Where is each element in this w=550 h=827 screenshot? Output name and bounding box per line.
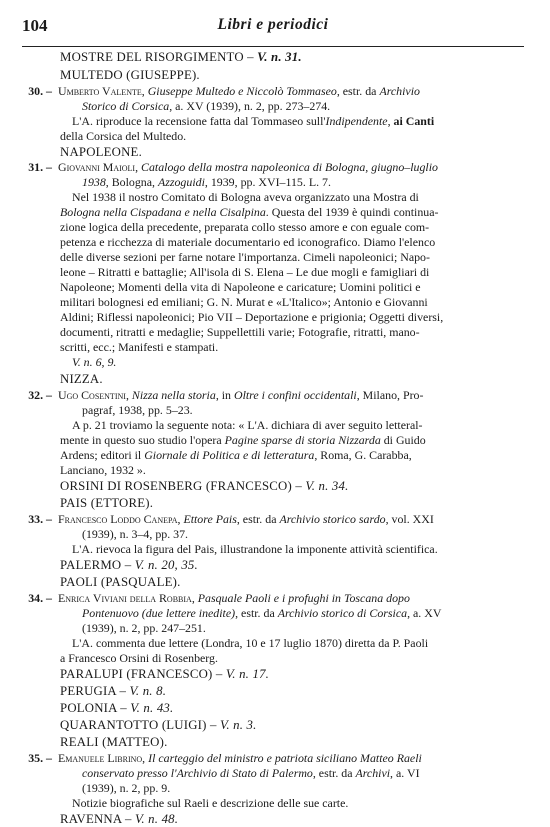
text-run: Archivi [355,766,391,780]
text-line [22,340,526,355]
text-run: Nel 1938 il nostro Comitato di Bologna aveva organizzato una Mostra di [72,190,419,204]
text-line [22,325,526,340]
text-line [22,636,526,651]
text-line [22,310,526,325]
text-run: V. n. 20, 35. [134,558,198,572]
text-run: MOSTRE DEL RISORGIMENTO – [60,50,258,64]
heading-line [22,701,526,716]
text-line [22,129,526,144]
text-run: L'A. commenta due lettere (Londra, 10 e 17 luglio 1870) diretta da P. Paoli [72,636,429,650]
text-line [22,175,526,190]
text-line [22,99,526,114]
text-run: V. n. 34. [305,479,349,493]
text-run: L'A. rievoca la figura del Pais, illustrandone la imponente attività scientifica. [72,542,438,556]
text-line [22,403,526,418]
text-run: , [387,114,394,128]
text-run: , Roma, G. Carabba, [314,448,412,462]
text-run: Notizie biografiche sul Raeli e descrizione delle sue carte. [72,796,349,810]
text-run: Ardens; editori il [60,448,145,462]
text-run: Nizza nella storia [131,388,216,402]
text-line [22,190,526,205]
heading-line [22,718,526,733]
text-run: Emanuele Librino [58,751,143,765]
text-line [22,265,526,280]
text-run: Oltre i confini occidentali [233,388,357,402]
text-line [22,418,526,433]
text-run: Giovanni Maioli [58,160,136,174]
text-run: Umberto Valente [58,84,142,98]
text-line [22,433,526,448]
heading-line [22,812,526,827]
text-line [22,542,526,557]
heading-line [22,479,526,494]
text-run: , [191,591,198,605]
entry-line [22,751,526,766]
text-line [22,235,526,250]
text-line [22,781,526,796]
text-run: Indipendente [325,114,388,128]
text-run: , [177,512,184,526]
text-run: Enrica Viviani della Robbia [58,591,192,605]
text-run: REALI (MATTEO). [60,735,168,749]
text-run: , in [215,388,234,402]
heading-line [22,68,526,83]
text-run: , Bologna, [105,175,158,189]
text-run: (1939), n. 2, pp. 247–251. [82,621,206,635]
text-run: della Corsica del Multedo. [60,129,187,143]
text-run: Storico di Corsica [82,99,170,113]
text-run: (1939), n. 2, pp. 9. [82,781,171,795]
entry-line [22,591,526,606]
text-run: , [125,388,132,402]
text-line [22,766,526,781]
text-line [22,463,526,478]
text-line [22,796,526,811]
text-run: , [135,160,142,174]
text-run: A p. 21 troviamo la seguente nota: « L'A. dichiara di aver seguito letteral- [72,418,423,432]
entry-number: 30. – [28,84,52,98]
text-run: Giuseppe Multedo e Niccolò Tommaseo [147,84,337,98]
text-run: scritti, ecc.; Manifesti e stampati. [60,340,219,354]
text-line [22,114,526,129]
text-run: PALERMO – [60,558,135,572]
text-run: V. n. 3. [219,718,257,732]
text-run: , Milano, Pro- [356,388,424,402]
entry-line [22,84,526,99]
text-run: POLONIA – [60,701,131,715]
heading-line [22,558,526,573]
text-run: a Francesco Orsini di Rosenberg. [60,651,218,665]
text-run: V. n. 31. [257,50,302,64]
text-line [22,205,526,220]
text-run: , [141,84,148,98]
text-run: zione logica della precedente, preparata collo stesso amore e con eguale com- [60,220,430,234]
entry-number: 31. – [28,160,52,174]
text-run: delle diverse sezioni per farne notare l'importanza. Cimeli napoleonici; Napo- [60,250,430,264]
text-line [22,280,526,295]
text-run: Archivio [379,84,420,98]
text-line [22,220,526,235]
running-title: Libri e periodici [217,16,329,33]
text-run: Francesco Loddo Canepa [58,512,178,526]
text-run: documenti, ritratti e medaglie; Suppellettili varie; Fotografie, ritratti, mano- [60,325,420,339]
text-run: Lanciano, 1932 ». [60,463,146,477]
text-run: , 1939, pp. XVI–115. L. 7. [204,175,331,189]
text-run: V. n. 17. [225,667,270,681]
text-run: leone – Ritratti e battaglie; All'isola di S. Elena – Le due mogli e famigliari di [60,265,430,279]
text-run: Ettore Pais [183,512,237,526]
text-run: , estr. da [336,84,380,98]
text-run: ORSINI DI ROSENBERG (FRANCESCO) – [60,479,306,493]
text-run: Ugo Cosentini [58,388,126,402]
text-run: mente in questo suo studio l'opera [60,433,225,447]
text-run: , estr. da [236,512,280,526]
text-run: , a. VI [390,766,420,780]
text-run: PAOLI (PASQUALE). [60,575,181,589]
text-line [22,295,526,310]
heading-line [22,667,526,682]
text-run: petenza e ricchezza di materiale documentario ed iconografico. Diamo l'elenco [60,235,436,249]
text-run: , a. XV [407,606,442,620]
entry-number: 35. – [28,751,52,765]
heading-line [22,496,526,511]
text-line [22,250,526,265]
text-run: Archivio storico sardo [279,512,386,526]
page-number: 104 [22,16,48,35]
header-rule [22,46,524,47]
text-run: L'A. riproduce la recensione fatta dal Tommaseo sull' [72,114,326,128]
entry-number: 32. – [28,388,52,402]
text-run: Bologna nella Cispadana e nella Cisalpina [60,205,266,219]
text-run: PERUGIA – [60,684,130,698]
heading-line [22,372,526,387]
text-line [22,651,526,666]
text-run: , estr. da [235,606,278,620]
text-run: ai Canti [393,114,435,128]
text-run: conservato presso l'Archivio di Stato di Palermo [82,766,313,780]
text-run: Pasquale Paoli e i profughi in Toscana dopo [197,591,410,605]
entry-line [22,388,526,403]
text-line [22,448,526,463]
text-run: Pontenuovo (due lettere inedite) [82,606,236,620]
text-run: 1938 [82,175,106,189]
text-run: (1939), n. 3–4, pp. 37. [82,527,189,541]
text-run: Il carteggio del ministro e patriota siciliano Matteo Raeli [148,751,422,765]
text-run: Archivio storico di Corsica [277,606,408,620]
text-run: V. n. 43. [130,701,174,715]
heading-line [22,684,526,699]
text-run: RAVENNA – [60,812,136,826]
heading-line [22,50,526,65]
text-run: V. n. 8. [129,684,167,698]
text-run: MULTEDO (GIUSEPPE). [60,68,200,82]
text-run: , vol. XXI [385,512,434,526]
entry-number: 33. – [28,512,52,526]
text-line [22,355,526,370]
text-line [22,621,526,636]
entry-line [22,512,526,527]
text-run: pagraf, 1938, pp. 5–23. [82,403,193,417]
text-run: V. n. 6, 9. [72,355,117,369]
text-run: Aldini; Riflessi napoleonici; Pio VII – Deportazione e prigionia; Oggetti diversi, [60,310,444,324]
text-run: V. n. 48. [135,812,179,826]
text-run: PAIS (ETTORE). [60,496,154,510]
text-run: Catalogo della mostra napoleonica di Bologna, giugno–luglio [141,160,438,174]
heading-line [22,735,526,750]
text-run: NIZZA. [60,372,103,386]
text-run: , [142,751,149,765]
heading-line [22,145,526,160]
text-run: Azzoguidi [157,175,205,189]
text-run: militari bolognesi ed emiliani; G. N. Murat e «L'Italico»; Antonio e Giovanni [60,295,428,309]
text-run: QUARANTOTTO (LUIGI) – [60,718,220,732]
text-run: NAPOLEONE. [60,145,142,159]
heading-line [22,575,526,590]
text-run: , a. XV (1939), n. 2, pp. 273–274. [169,99,331,113]
entry-number: 34. – [28,591,52,605]
running-header [22,16,524,38]
text-run: , estr. da [312,766,356,780]
text-run: Napoleone; Momenti della vita di Napoleone e caricature; Uomini politici e [60,280,421,294]
entry-line [22,160,526,175]
text-run: . Questa del 1939 è quindi continua- [265,205,439,219]
text-line [22,606,526,621]
text-run: di Guido [380,433,426,447]
text-run: Giornale di Politica e di letteratura [144,448,315,462]
text-run: Pagine sparse di storia Nizzarda [224,433,381,447]
text-line [22,527,526,542]
text-run: PARALUPI (FRANCESCO) – [60,667,226,681]
